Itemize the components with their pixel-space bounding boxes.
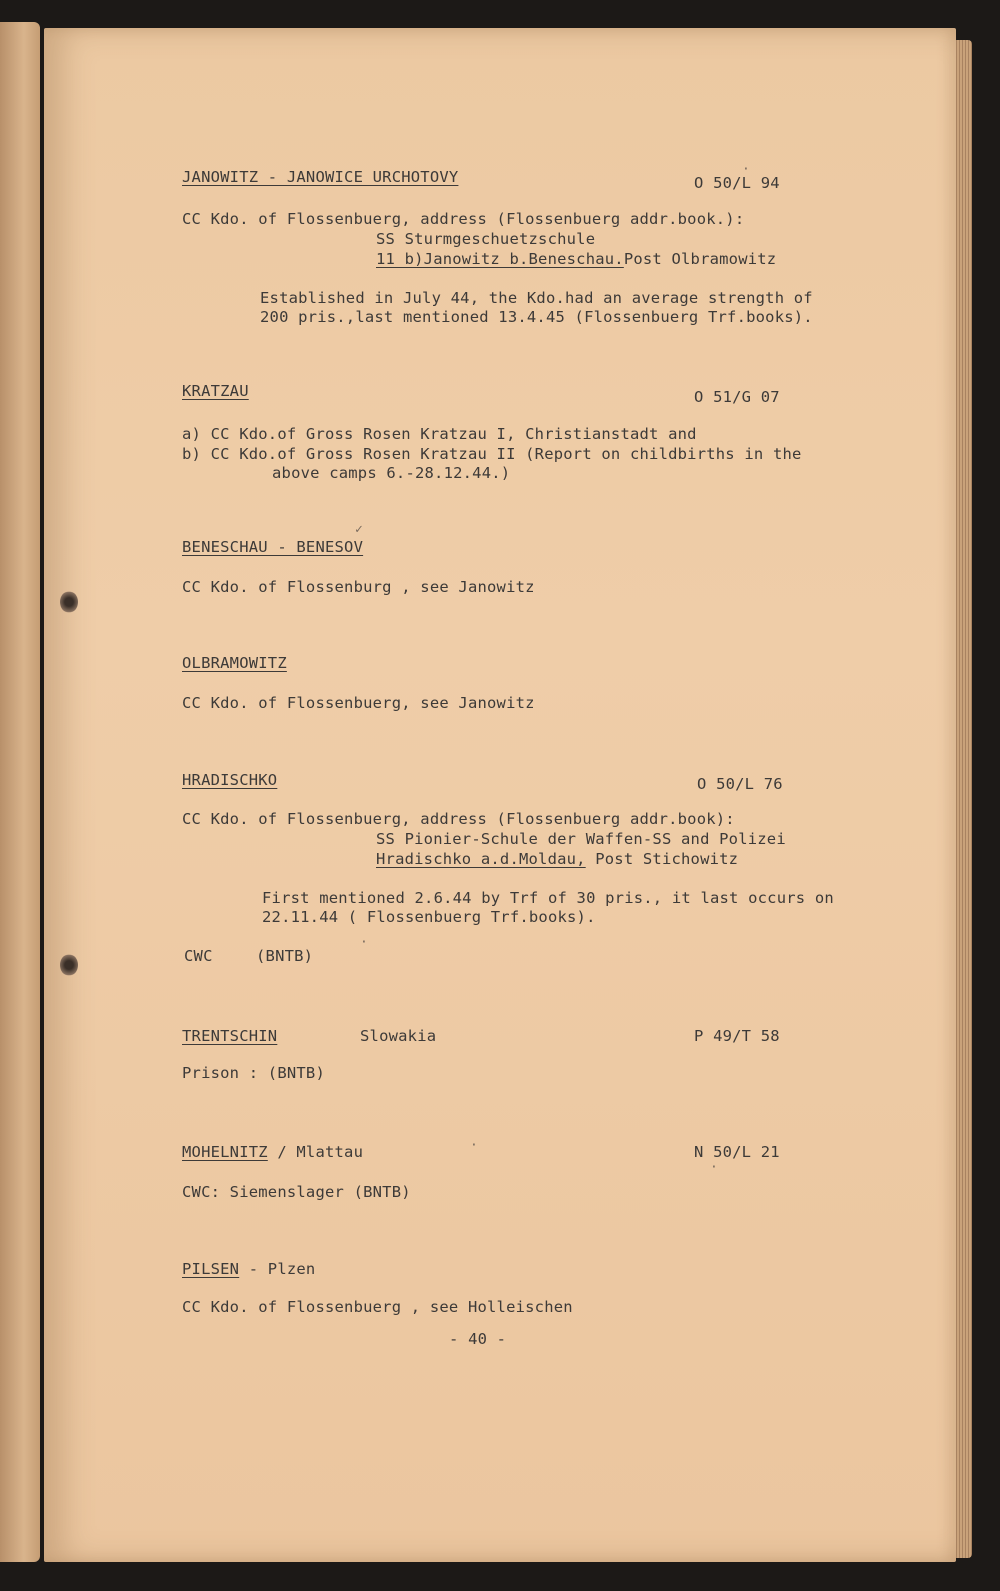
address-rest: Post Stichowitz <box>585 850 739 868</box>
pilsen-rest: - Plzen <box>239 1260 316 1278</box>
entry-ref-hradischko: O 50/L 76 <box>697 775 783 793</box>
entry-line-kratzau-3: above camps 6.-28.12.44.) <box>272 464 511 482</box>
entry-title-hradischko: HRADISCHKO <box>182 771 278 789</box>
address-underlined: 11 b)Janowitz b.Beneschau. <box>376 250 624 268</box>
entry-ref-trentschin: P 49/T 58 <box>694 1027 780 1045</box>
stray-mark: · <box>742 162 750 177</box>
entry-title-beneschau: BENESCHAU - BENESOV <box>182 538 364 556</box>
pilsen-underlined: PILSEN <box>182 1260 240 1278</box>
entry-line-hradischko-3 <box>376 850 738 868</box>
stray-mark: · <box>360 935 368 950</box>
entry-title-janowitz: JANOWITZ - JANOWICE URCHOTOVY <box>182 168 459 186</box>
entry-line-kratzau-1: a) CC Kdo.of Gross Rosen Kratzau I, Christianstadt and <box>182 425 697 443</box>
entry-line-mohelnitz-1: CWC: Siemenslager (BNTB) <box>182 1183 411 1201</box>
entry-cwc-hradischko: CWC <box>184 947 213 965</box>
entry-line-hradischko-2: SS Pionier-Schule der Waffen-SS and Polizei <box>376 830 786 848</box>
entry-line-janowitz-2: SS Sturmgeschuetzschule <box>376 230 596 248</box>
punch-hole-top <box>60 591 78 613</box>
entry-para-janowitz-1: Established in July 44, the Kdo.had an average strength of <box>260 289 813 307</box>
entry-line-janowitz-1: CC Kdo. of Flossenbuerg, address (Flossenbuerg addr.book.): <box>182 210 745 228</box>
punch-hole-bottom <box>60 954 78 976</box>
entry-title-olbramowitz: OLBRAMOWITZ <box>182 654 287 672</box>
entry-line-beneschau-1: CC Kdo. of Flossenburg , see Janowitz <box>182 578 535 596</box>
check-mark: ✓ <box>355 522 363 537</box>
entry-ref-kratzau: O 51/G 07 <box>694 388 780 406</box>
entry-ref-mohelnitz: N 50/L 21 <box>694 1143 780 1161</box>
entry-cwc-ref-hradischko: (BNTB) <box>256 947 314 965</box>
entry-line-hradischko-1: CC Kdo. of Flossenbuerg, address (Flossenbuerg addr.book): <box>182 810 735 828</box>
entry-para-hradischko-1: First mentioned 2.6.44 by Trf of 30 pris., it last occurs on <box>262 889 834 907</box>
stray-mark: · <box>710 1160 718 1175</box>
page-number: - 40 - <box>449 1330 507 1348</box>
entry-line-kratzau-2: b) CC Kdo.of Gross Rosen Kratzau II (Report on childbirths in the <box>182 445 802 463</box>
entry-line-trentschin-1: Prison : (BNTB) <box>182 1064 325 1082</box>
stray-mark: · <box>470 1138 478 1153</box>
facing-page-edge <box>0 22 40 1562</box>
address-underlined: Hradischko a.d.Moldau, <box>376 850 586 868</box>
entry-ref-janowitz: O 50/L 94 <box>694 174 780 192</box>
entry-country-trentschin: Slowakia <box>360 1027 437 1045</box>
mohelnitz-rest: / Mlattau <box>267 1143 364 1161</box>
entry-title-kratzau: KRATZAU <box>182 382 249 400</box>
entry-line-pilsen-1: CC Kdo. of Flossenbuerg , see Holleischen <box>182 1298 573 1316</box>
entry-title-trentschin: TRENTSCHIN <box>182 1027 278 1045</box>
entry-line-janowitz-3 <box>376 250 776 268</box>
entry-para-janowitz-2: 200 pris.,last mentioned 13.4.45 (Flossenbuerg Trf.books). <box>260 308 813 326</box>
mohelnitz-underlined: MOHELNITZ <box>182 1143 268 1161</box>
entry-line-olbramowitz-1: CC Kdo. of Flossenbuerg, see Janowitz <box>182 694 535 712</box>
entry-title-pilsen <box>182 1260 315 1278</box>
address-rest: Post Olbramowitz <box>623 250 777 268</box>
entry-title-mohelnitz <box>182 1143 363 1161</box>
entry-para-hradischko-2: 22.11.44 ( Flossenbuerg Trf.books). <box>262 908 596 926</box>
